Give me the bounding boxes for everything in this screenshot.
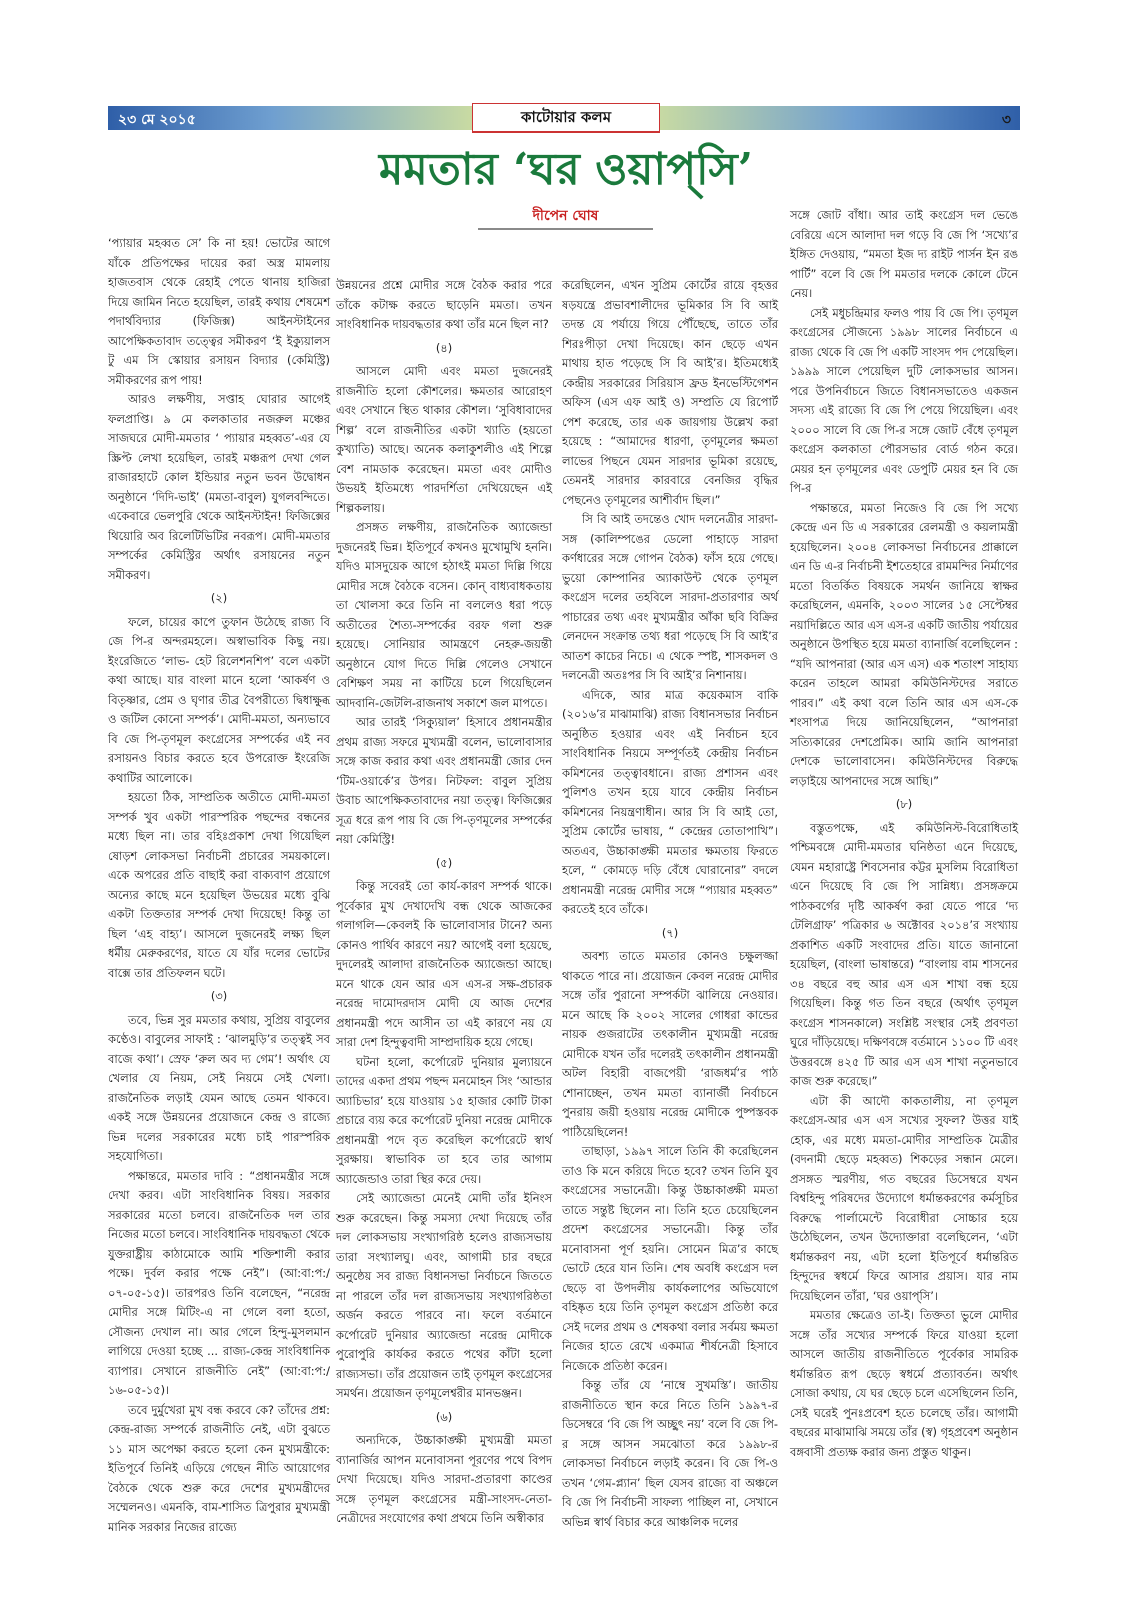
article-column-4: [790, 206, 1018, 1462]
paragraph: এদিকে, আর মাত্র কয়েকমাস বাকি (২০১৬’র মাঝামাঝি) রাজ্য বিধানসভার নির্বাচন অনুষ্ঠিত হওয়ার এবং এই নির্বাচন হবে সাংবিধানিক নিয়মে সম্পূর্ণতই কেন্দ্রীয় নির্বাচন কমিশনের তত্ত্বাবধানে। রাজ্য প্রশাসন এবং পুলিশও তখন হয়ে যাবে কেন্দ্রীয় নির্বাচন কমিশনের নিয়ন্ত্রণাধীন। আর সি বি আই তো, সুপ্রিম কোর্টের ভাষায়, “ কেন্দ্রের তোতাপাখি”। অতএব, উচ্চাকাঙ্ক্ষী মমতার ক্ষমতায় ফিরতে হলে, “ কোমড়ে দড়ি বেঁধে ঘোরানোর” বদলে প্রধানমন্ত্রী নরেন্দ্র মোদীর সঙ্গে “প্যায়ার মহব্বত” করতেই হবে তাঁকে।: [562, 687, 778, 916]
paragraph: পক্ষান্তরে, মমতা নিজেও বি জে পি সখ্যে কেন্দ্রে এন ডি এ সরকারের রেলমন্ত্রী ও কয়লামন্ত্রী হয়েছিলেন। ২০০৪ লোকসভা নির্বাচনের প্রাক্কালে এন ডি এ-র নির্বাচনী ইশতেহারে রামমন্দির নির্মাণের মতো বিতর্কিত বিষয়কে সমর্থন জানিয়ে স্বাক্ষর করেছিলেন, এমনকি, ২০০৩ সালের ১৫ সেপ্টেম্বর নয়াদিল্লিতে আর এস এস-র একটি জাতীয় পর্যায়ের অনুষ্ঠানে উপস্থিত হয়ে মমতা ব্যানার্জি বলেছিলেন : “যদি আপনারা (আর এস এস) এক শতাংশ সাহায্য করেন তাহলে আমরা কমিউনিস্টদের সরাতে পারব।” এই কথা বলে তিনি আর এস এস-কে শংসাপত্র দিয়ে জানিয়েছিলেন, “আপনারা সত্যিকারের দেশপ্রেমিক। আমি জানি আপনারা দেশকে ভালোবাসেন। কমিউনিস্টদের বিরুদ্ধে লড়াইয়ে আপনাদের সঙ্গে আছি।”: [790, 500, 1018, 788]
article-column-3: [562, 276, 778, 1532]
section-number: (৬): [435, 1409, 453, 1424]
paragraph: সেই মধুচন্দ্রিমার ফলও পায় বি জে পি। তৃণমূল কংগ্রেসের সৌজন্যে ১৯৯৮ সালের নির্বাচনে এ রাজ্য থেকে বি জে পি একটি সাংসদ পদ পেয়েছিল। ১৯৯৯ সালে পেয়েছিল দুটি লোকসভার আসন। পরে উপনির্বাচনে জিতে বিধানসভাতেও একজন সদস্য এই রাজ্যে বি জে পি পেয়ে গিয়েছিল। এবং ২০০০ সালে বি জে পি-র সঙ্গে জোট বেঁধে তৃণমূল কংগ্রেস কলকাতা পৌরসভার বোর্ড গঠন করে। মেয়র হন তৃণমূলের এবং ডেপুটি মেয়র হন বি জে পি-র: [790, 305, 1018, 495]
article-column-1: [108, 234, 330, 1537]
paragraph: এটা কী আদৌ কাকতালীয়, না তৃণমূল কংগ্রেস-আর এস এস সখ্যের সুফল? উত্তর যাই হোক, এর মধ্যে মমতা-মোদীর সাম্প্রতিক মৈত্রীর (বদনামী ছেড়ে মহব্বত) শিকড়ের সন্ধান মেলে। প্রসঙ্গত স্মরণীয়, গত বছরের ডিসেম্বরে যখন বিশ্বহিন্দু পরিষদের উদ্যোগে ধর্মান্তকরণের কর্মসূচির বিরুদ্ধে পার্লামেন্টে বিরোধীরা সোচ্চার হয়ে উঠেছিলেন, তখন উদ্যোক্তারা বলেছিলেন, ‘এটা ধর্মান্তকরণ নয়, এটা হলো ইতিপূর্বে ধর্মান্তরিত হিন্দুদের স্বধর্মে ফিরে আসার প্রয়াস। যার নাম দিয়েছিলেন তাঁরা, ‘ঘর ওয়াপ্‌সি’।: [790, 1093, 1018, 1303]
section-number: (৪): [435, 340, 453, 355]
paragraph: উন্নয়নের প্রশ্নে মোদীর সঙ্গে বৈঠক করার পরে তাঁকে কটাক্ষ করতে ছাড়েনি মমতা। তখন সাংবিধানিক দায়বদ্ধতার কথা তাঁর মনে ছিল না?: [336, 278, 552, 331]
section-number: (৩): [210, 989, 228, 1003]
paragraph: ঘটনা হলো, কর্পোরেট দুনিয়ার মুল্যায়নে তাদের একদা প্রথম পছন্দ মনমোহন সিং ‘আন্ডার অ্যাচিভার’ হয়ে যাওয়ায় ১৫ হাজার কোটি টাকা প্রচারে ব্যয় করে কর্পোরেট দুনিয়া নরেন্দ্র মোদীকে প্রধানমন্ত্রী পদে বৃত করেছিল কর্পোরেটে স্বার্থ সুরক্ষায়। স্বাভাবিক তা হবে তার আগাম অ্যাজেন্ডাও তারা স্থির করে দেয়।: [336, 1054, 552, 1186]
paper-name: কাটোয়ার কলম: [472, 103, 660, 133]
paragraph: ‘প্যায়ার মহব্বত সে’ কি না হয়! ভোটের আগে যাঁকে প্রতিপক্ষের দায়ের করা অস্ত্র মামলায় হাজতবাস থেকে রেহাই পেতে থানায় হাজিরা দিয়ে জামিন নিতে হয়েছিল, তারই কথায় শেষমেশ পদার্থবিদ্যার (ফিজিক্স) আইনস্টাইনের আপেক্ষিকতাবাদ তত্ত্বের সমীকরণ ‘ই ইক্যুয়ালস টু এম সি স্কোয়ার রসায়ন বিদ্যার (কেমিস্ট্রি) সমীকরণের রূপ পায়!: [108, 236, 330, 387]
article-byline: দীপেন ঘোষ: [532, 208, 599, 224]
section-number: (৭): [661, 925, 679, 940]
section-number: (২): [210, 591, 228, 605]
paragraph: তবে, ভিন্ন সুর মমতার কথায়, সুপ্রিয় বাবুলের কণ্ঠেও। বাবুলের সাফাই : ‘ঝালমুড়ি’র তত্ত্বই সব বাজে কথা’। স্রেফ ‘রুল অব দ্য গেম’! অর্থাৎ যে খেলার যে নিয়ম, সেই নিয়মে সেই খেলা। রাজনৈতিক লড়াই যেমন আছে তেমন থাকবে। একই সঙ্গে উন্নয়নের প্রয়োজনে কেন্দ্র ও রাজ্যে ভিন্ন দলের সরকারের মধ্যে চাই পারস্পরিক সহযোগিতা।: [108, 1012, 330, 1163]
paragraph: অবশ্য তাতে মমতার কোনও চক্ষুলজ্জা থাকতে পারে না। প্রয়োজন কেবল নরেন্দ্র মোদীর সঙ্গে তাঁর পুরানো সম্পর্কটা ঝালিয়ে নেওয়ার। মনে আছে কি ২০০২ সালের গোধরা কান্ডের নায়ক গুজরাটের তৎকালীন মুখ্যমন্ত্রী নরেন্দ্র মোদীকে যখন তাঁর দলেরই তৎকালীন প্রধানমন্ত্রী অটল বিহারী বাজপেয়ী ‘রাজধর্ম’র পাঠ শোনাচ্ছেন, তখন মমতা ব্যানার্জী নির্বাচনে পুনরায় জয়ী হওয়ায় নরেন্দ্র মোদীকে পুষ্পস্তবক পাঠিয়েছিলেন!: [562, 949, 778, 1139]
paragraph: অন্যদিকে, উচ্চাকাঙ্ক্ষী মুখ্যমন্ত্রী মমতা ব্যানার্জির আপন মনোবাসনা পূরণের পথে বিপদ দেখা দিয়েছে। যদিও সারদা-প্রতারণা কাণ্ডের সঙ্গে তৃণমূল কংগ্রেসের মন্ত্রী-সাংসদ-নেতা-নেত্রীদের সংযোগের কথা প্রথমে তিনি অস্বীকার: [336, 1433, 552, 1525]
paragraph: প্রসঙ্গত লক্ষণীয়, রাজনৈতিক অ্যাজেন্ডা দুজনেরই ভিন্ন। ইতিপূর্বে কখনও মুখোমুখি হননি। যদিও মাসদুয়েক আগে হঠাৎই মমতা দিল্লি গিয়ে মোদীর সঙ্গে বৈঠকে বসেন। কোন্‌ বাধ্যবাধকতায় তা খোলসা করে তিনি না বললেও ধরা পড়ে অতীতের শৈত্য-সম্পর্কের বরফ গলা শুরু হয়েছে। সোনিয়ার আমন্ত্রণে নেহরু-জয়ন্তী অনুষ্ঠানে যোগ দিতে দিল্লি গেলেও সেখানে বেশিক্ষণ সময় না কাটিয়ে চলে গিয়েছিলেন আদবানি-জেটলি-রাজনাথ সকাশে জল মাপতে।: [336, 520, 552, 710]
paragraph: কিন্তু সবেরই তো কার্য-কারণ সম্পর্ক থাকে। পূর্বেকার মুখ দেখাদেখি বন্ধ থেকে আজকের গলাগলি—কেবলই কি ভালোবাসার টানে? অন্য কোনও পার্থিব কারণে নয়? আগেই বলা হয়েছে, দুদলেরই আলাদা রাজনৈতিক অ্যাজেন্ডা আছে। মনে থাকে যেন আর এস এস-র সক্ষ-প্রচারক নরেন্দ্র দামোদরদাস মোদী যে আজ দেশের প্রধানমন্ত্রী পদে আসীন তা এই কারণে নয় যে সারা দেশ হিন্দুত্ববাদী সাম্প্রদায়িক হয়ে গেছে।: [336, 879, 552, 1049]
page-number: ৩: [1001, 112, 1011, 128]
issue-date: ২৩ মে ২০১৫: [118, 112, 196, 128]
section-number: (৫): [435, 855, 453, 870]
paragraph: সি বি আই তদন্তেও খোদ দলনেত্রীর সারদা-সঙ্গ (কালিম্পঙের ডেলো পাহাড়ে সারদা কর্ণধারের সঙ্গে গোপন বৈঠক) ফাঁস হয়ে গেছে। ভুয়ো কোম্পানির অ্যাকাউন্ট থেকে তৃণমূল কংগ্রেস দলের তহবিলে সারদা-প্রতারণার অর্থ পাচারের তথ্য এবং মুখ্যমন্ত্রীর আঁকা ছবি বিক্রির লেনদেন সংক্রান্ত তথ্য ধরা পড়েছে সি বি আই’র আতশ কাচের নিচে। এ থেকে স্পষ্ট, শাসকদল ও দলনেত্রী অতঃপর সি বি আই’র নিশানায়।: [562, 512, 778, 682]
paragraph: ফলে, চায়ের কাপে তুফান উঠেছে রাজ্য বি জে পি-র অন্দরমহলে। অস্বাভাবিক কিছু নয়। ইংরেজিতে ‘লাভ- হেট রিলেশনশিপ’ বলে একটা কথা আছে। যার বাংলা মানে হলো ‘আকর্ষণ ও বিতৃষ্ণার, প্রেম ও ঘৃণার তীব্র বৈপরীত্যে দ্বিধাক্ষুব্ধ ও জটিল কোনো সম্পর্ক’। মোদী-মমতা, অন্যভাবে বি জে পি-তৃণমূল কংগ্রেসের সম্পর্কের এই নব রসায়নও বিচার করতে হবে উপরোক্ত ইংরেজি কথাটির আলোকে।: [108, 614, 330, 785]
article-headline: মমতার ‘ঘর ওয়াপ্‌সি’: [378, 144, 754, 195]
paragraph: আরও লক্ষণীয়, সপ্তাহ ঘোরার আগেই ফলপ্রাপ্তি। ৯ মে কলকাতার নজরুল মঞ্চের সাজঘরে মোদী-মমতার ‘ প্যায়ার মহব্বত’-এর যে স্ক্রিপ্ট লেখা হয়েছিল, তারই মঞ্চরূপ দেখা গেল রাজারহাটে কোল ইন্ডিয়ার নতুন ভবন উদ্বোধন অনুষ্ঠানে ‘দিদি-ভাই’ (মমতা-বাবুল) যুগলবন্দিতে। একেবারে ভেলপুরি থেকে আইনস্টাইন! ফিজিক্সের থিয়োরি অব রিলেটিভিটির নবরূপ। মোদী-মমতার সম্পর্কের কেমিস্ট্রির অর্থাৎ রসায়নের নতুন সমীকরণ।: [108, 392, 330, 582]
paragraph: মমতার ক্ষেত্রেও তা-ই। তিক্ততা ভুলে মোদীর সঙ্গে তাঁর সখ্যের সম্পর্কে ফিরে যাওয়া হলো আসলে জাতীয় রাজনীতিতে পূর্বেকার সামরিক ধর্মান্তরিত রূপ ছেড়ে স্বধর্মে প্রত্যাবর্তন। অর্থাৎ সোজা কথায়, যে ঘর ছেড়ে চলে এসেছিলেন তিনি, সেই ঘরেই পুনঃপ্রবেশ হতে চলেছে তাঁর। আগামী বছরের মাঝামাঝি সময়ে তাঁর (স্ব) গৃহপ্রবেশ অনুষ্ঠান বঙ্গবাসী প্রত্যক্ষ করার জন্য প্রস্তুত থাকুন।: [790, 1308, 1019, 1459]
paragraph: সঙ্গে জোট বাঁধা। আর তাই কংগ্রেস দল ভেঙে বেরিয়ে এসে আলাদা দল গড়ে বি জে পি ‘সখ্যে’র ইঙ্গিত দেওয়ায়, “মমতা ইজ দ্য রাইট পার্সন ইন রঙ পার্টি” বলে বি জে পি মমতার দলকে কোলে টেনে নেয়।: [790, 208, 1018, 300]
paragraph: আর তারই ‘সিক্যুয়াল’ হিসাবে প্রধানমন্ত্রীর প্রথম রাজ্য সফরে মুখ্যমন্ত্রী বলেন, ভালোবাসার সঙ্গে কাজ করার কথা এবং প্রধানমন্ত্রী জোর দেন ‘টিম-ওয়ার্কে’র উপর। নিটফল: বাবুল সুপ্রিয় উবাচ আপেক্ষিকতাবাদের নয়া তত্ত্ব। ফিজিক্সের সূত্র ধরে রূপ পায় বি জে পি-তৃণমূলের সম্পর্কের নয়া কেমিস্ট্রি!: [336, 715, 552, 846]
paragraph: আসলে মোদী এবং মমতা দুজনেরই রাজনীতি হলো কৌশলের। ক্ষমতার আরোহণ এবং সেখানে স্থিত থাকার কৌশল। ‘সুবিধাবাদের শিল্প’ বলে রাজনীতির একটা খ্যাতি (হয়তো কুখ্যাতি) আছে। অনেক কলাকুশলীও এই শিল্পে বেশ নামডাক করেছেন। মমতা এবং মোদীও উভয়ই ইতিমধ্যে পারদর্শিতা দেখিয়েছেন এই শিল্পকলায়।: [336, 364, 552, 515]
paragraph: বস্তুতপক্ষে, এই কমিউনিস্ট-বিরোধিতাই পশ্চিমবঙ্গে মোদী-মমতার ঘনিষ্ঠতা এনে দিয়েছে, যেমন মহারাষ্ট্রে শিবসেনার কট্টর মুসলিম বিরোধিতা এনে দিয়েছে বি জে পি সান্নিধ্য। প্রসঙ্গক্রমে পাঠকবর্গের দৃষ্টি আকর্ষণ করা যেতে পারে ‘দ্য টেলিগ্রাফ’ পত্রিকার ৬ অক্টোবর ২০১৪’র সংখ্যায় প্রকাশিত একটি সংবাদের প্রতি। যাতে জানানো হয়েছিল, (বাংলা ভাষান্তরে) “বাংলায় বাম শাসনের ৩৪ বছরে বহু আর এস এস শাখা বন্ধ হয়ে গিয়েছিল। কিন্তু গত তিন বছরে (অর্থাৎ তৃণমূল কংগ্রেস শাসনকালে) সংশ্লিষ্ট সংস্থার সেই প্রবণতা ঘুরে দাঁড়িয়েছে। দক্ষিণবঙ্গে বর্তমানে ১১০০ টি এবং উত্তরবঙ্গে ৪২৫ টি আর এস এস শাখা নতুনভাবে কাজ শুরু করেছে।”: [790, 820, 1018, 1088]
paragraph: করেছিলেন, এখন সুপ্রিম কোর্টের রায়ে বৃহত্তর ষড়যন্ত্রে প্রভাবশালীদের ভূমিকার সি বি আই তদন্ত যে পর্যায়ে গিয়ে পৌঁছেছে, তাতে তাঁর শিরঃপীড়া দেখা দিয়েছে। কান ছেড়ে এখন মাথায় হাত পড়েছে সি বি আই’র। ইতিমধ্যেই কেন্দ্রীয় সরকারের সিরিয়াস ফ্রড ইনভেস্টিগেশন অফিস (এস এফ আই ও) সম্প্রতি যে রিপোর্ট পেশ করেছে, তার এক জায়গায় উল্লেখ করা হয়েছে : “আমাদের ধারণা, তৃণমূলের ক্ষমতা লাভের পিছনে যেমন সারদার ভূমিকা রয়েছে, তেমনই সারদার কারবারে বেনজির বৃদ্ধির পেছনেও তৃণমূলের আশীর্বাদ ছিল।”: [562, 278, 778, 507]
paragraph: হয়তো ঠিক, সাম্প্রতিক অতীতে মোদী-মমতা সম্পর্ক খুব একটা পারস্পরিক পছন্দের বন্ধনের মধ্যে ছিল না। তার বহিঃপ্রকাশ দেখা গিয়েছিল ষোড়শ লোকসভা নির্বাচনী প্রচারের সময়কালে। একে অপরের প্রতি বাছাই করা বাক্যবাণ প্রয়োগে অন্যের কাছে মনে হয়েছিল উভয়ের মধ্যে বুঝি একটা তিক্ততার সম্পর্ক দেখা দিয়েছে! কিন্তু তা ছিল ‘এহ বাহ্য’। আসলে দুজনেরই লক্ষ্য ছিল ধর্মীয় মেরুকরণের, যাতে যে যাঁর দলের ভোটের বাক্সে তার প্রতিফলন ঘটে।: [108, 790, 330, 980]
section-number: (৮): [895, 797, 913, 811]
byline-rule: [478, 228, 653, 230]
paragraph: সেই অ্যাজেন্ডা মেনেই মোদী তাঁর ইনিংস শুরু করেছেন। কিন্তু সমস্যা দেখা দিয়েছে তাঁর দল লোকসভায় সংখ্যাগরিষ্ঠ হলেও রাজ্যসভায় তারা সংখ্যালঘু। এবং, আগামী চার বছরে অনুষ্ঠেয় সব রাজ্য বিধানসভা নির্বাচনে জিততে না পারলে তাঁর দল রাজ্যসভায় সংখ্যাগরিষ্ঠতা অর্জন করতে পারবে না। ফলে বর্তমানে কর্পোরেট দুনিয়ার অ্যাজেন্ডা নরেন্দ্র মোদীকে পুরোপুরি কার্যকর করতে পথের কাঁটা হলো রাজ্যসভা। তাঁর প্রয়োজন তাই তৃণমূল কংগ্রেসের সমর্থন। প্রয়োজন তৃণমূলেশ্বরীর মানভঞ্জন।: [336, 1191, 552, 1400]
paragraph: পক্ষান্তরে, মমতার দাবি : “প্রধানমন্ত্রীর সঙ্গে দেখা করব। এটা সাংবিধানিক বিষয়। সরকার সরকারের মতো চলবে। রাজনৈতিক দল তার নিজের মতো চলবে। সাংবিধানিক দায়বদ্ধতা থেকে যুক্তরাষ্ট্রীয় কাঠামোকে আমি শক্তিশালী করার পক্ষে। দুর্বল করার পক্ষে নেই”। (আ:বা:প:/০৭-০৫-১৫)। তারপরও তিনি বলেছেন, “নরেন্দ্র মোদীর সঙ্গে মিটিং-এ না গেলে বলা হতো, সৌজন্য দেখাল না। আর গেলে হিন্দু-মুসলমান লাগিয়ে দেওয়া হচ্ছে ... রাজ্য-কেন্দ্র সাংবিধানিক ব্যাপার। সেখানে রাজনীতি নেই” (আ:বা:প:/১৬-০৫-১৫)।: [108, 1168, 330, 1397]
paragraph: তবে দুর্মুখেরা মুখ বন্ধ করবে কে? তাঁদের প্রশ্ন: কেন্দ্র-রাজ্য সম্পর্কে রাজনীতি নেই, এটা বুঝতে ১১ মাস অপেক্ষা করতে হলো কেন মুখ্যমন্ত্রীকে: ইতিপূর্বে তিনিই এড়িয়ে গেছেন নীতি আয়োগের বৈঠকে থেকে শুরু করে দেশের মুখ্যমন্ত্রীদের সম্মেলনও। এমনকি, বাম-শাসিত ত্রিপুরার মুখ্যমন্ত্রী মানিক সরকার নিজের রাজ্যে: [108, 1402, 330, 1534]
article-column-2: [336, 276, 552, 1529]
paragraph: তাছাড়া, ১৯৯৭ সালে তিনি কী করেছিলেন তাও কি মনে করিয়ে দিতে হবে? তখন তিনি যুব কংগ্রেসের সভানেত্রী। কিন্তু উচ্চাকাঙ্ক্ষী মমতা তাতে সন্তুষ্ট ছিলেন না। তিনি হতে চেয়েছিলেন প্রদেশ কংগ্রেসের সভানেত্রী। কিন্তু তাঁর মনোবাসনা পূর্ণ হয়নি। সোমেন মিত্র’র কাছে ভোটে হেরে যান তিনি। শেষ অবধি কংগ্রেস দল ছেড়ে বা উপদলীয় কার্যকলাপের অভিযোগে বহিষ্কৃত হয়ে তিনি তৃণমূল কংগ্রেস প্রতিষ্ঠা করে সেই দলের প্রথম ও শেষকথা বলার সর্বময় ক্ষমতা নিজের হাতে রেখে একমাত্র শীর্ষনেত্রী হিসাবে নিজেকে প্রতিষ্ঠা করেন।: [562, 1144, 778, 1373]
paragraph: কিন্তু তাঁর যে ‘নাম্বে সুখমস্তি’। জাতীয় রাজনীতিতে স্থান করে নিতে তিনি ১৯৯৭-র ডিসেম্বরে ‘বি জে পি অচ্ছুৎ নয়’ বলে বি জে পি-র সঙ্গে আসন সমঝোতা করে ১৯৯৮-র লোকসভা নির্বাচনে লড়াই করেন। বি জে পি-ও তখন ‘গেম-প্ল্যান’ ছিল যেসব রাজ্যে বা অঞ্চলে বি জে পি নির্বাচনী সাফল্য পাচ্ছিল না, সেখানে অভিন্ন স্বার্থ বিচার করে আঞ্চলিক দলের: [562, 1378, 778, 1529]
